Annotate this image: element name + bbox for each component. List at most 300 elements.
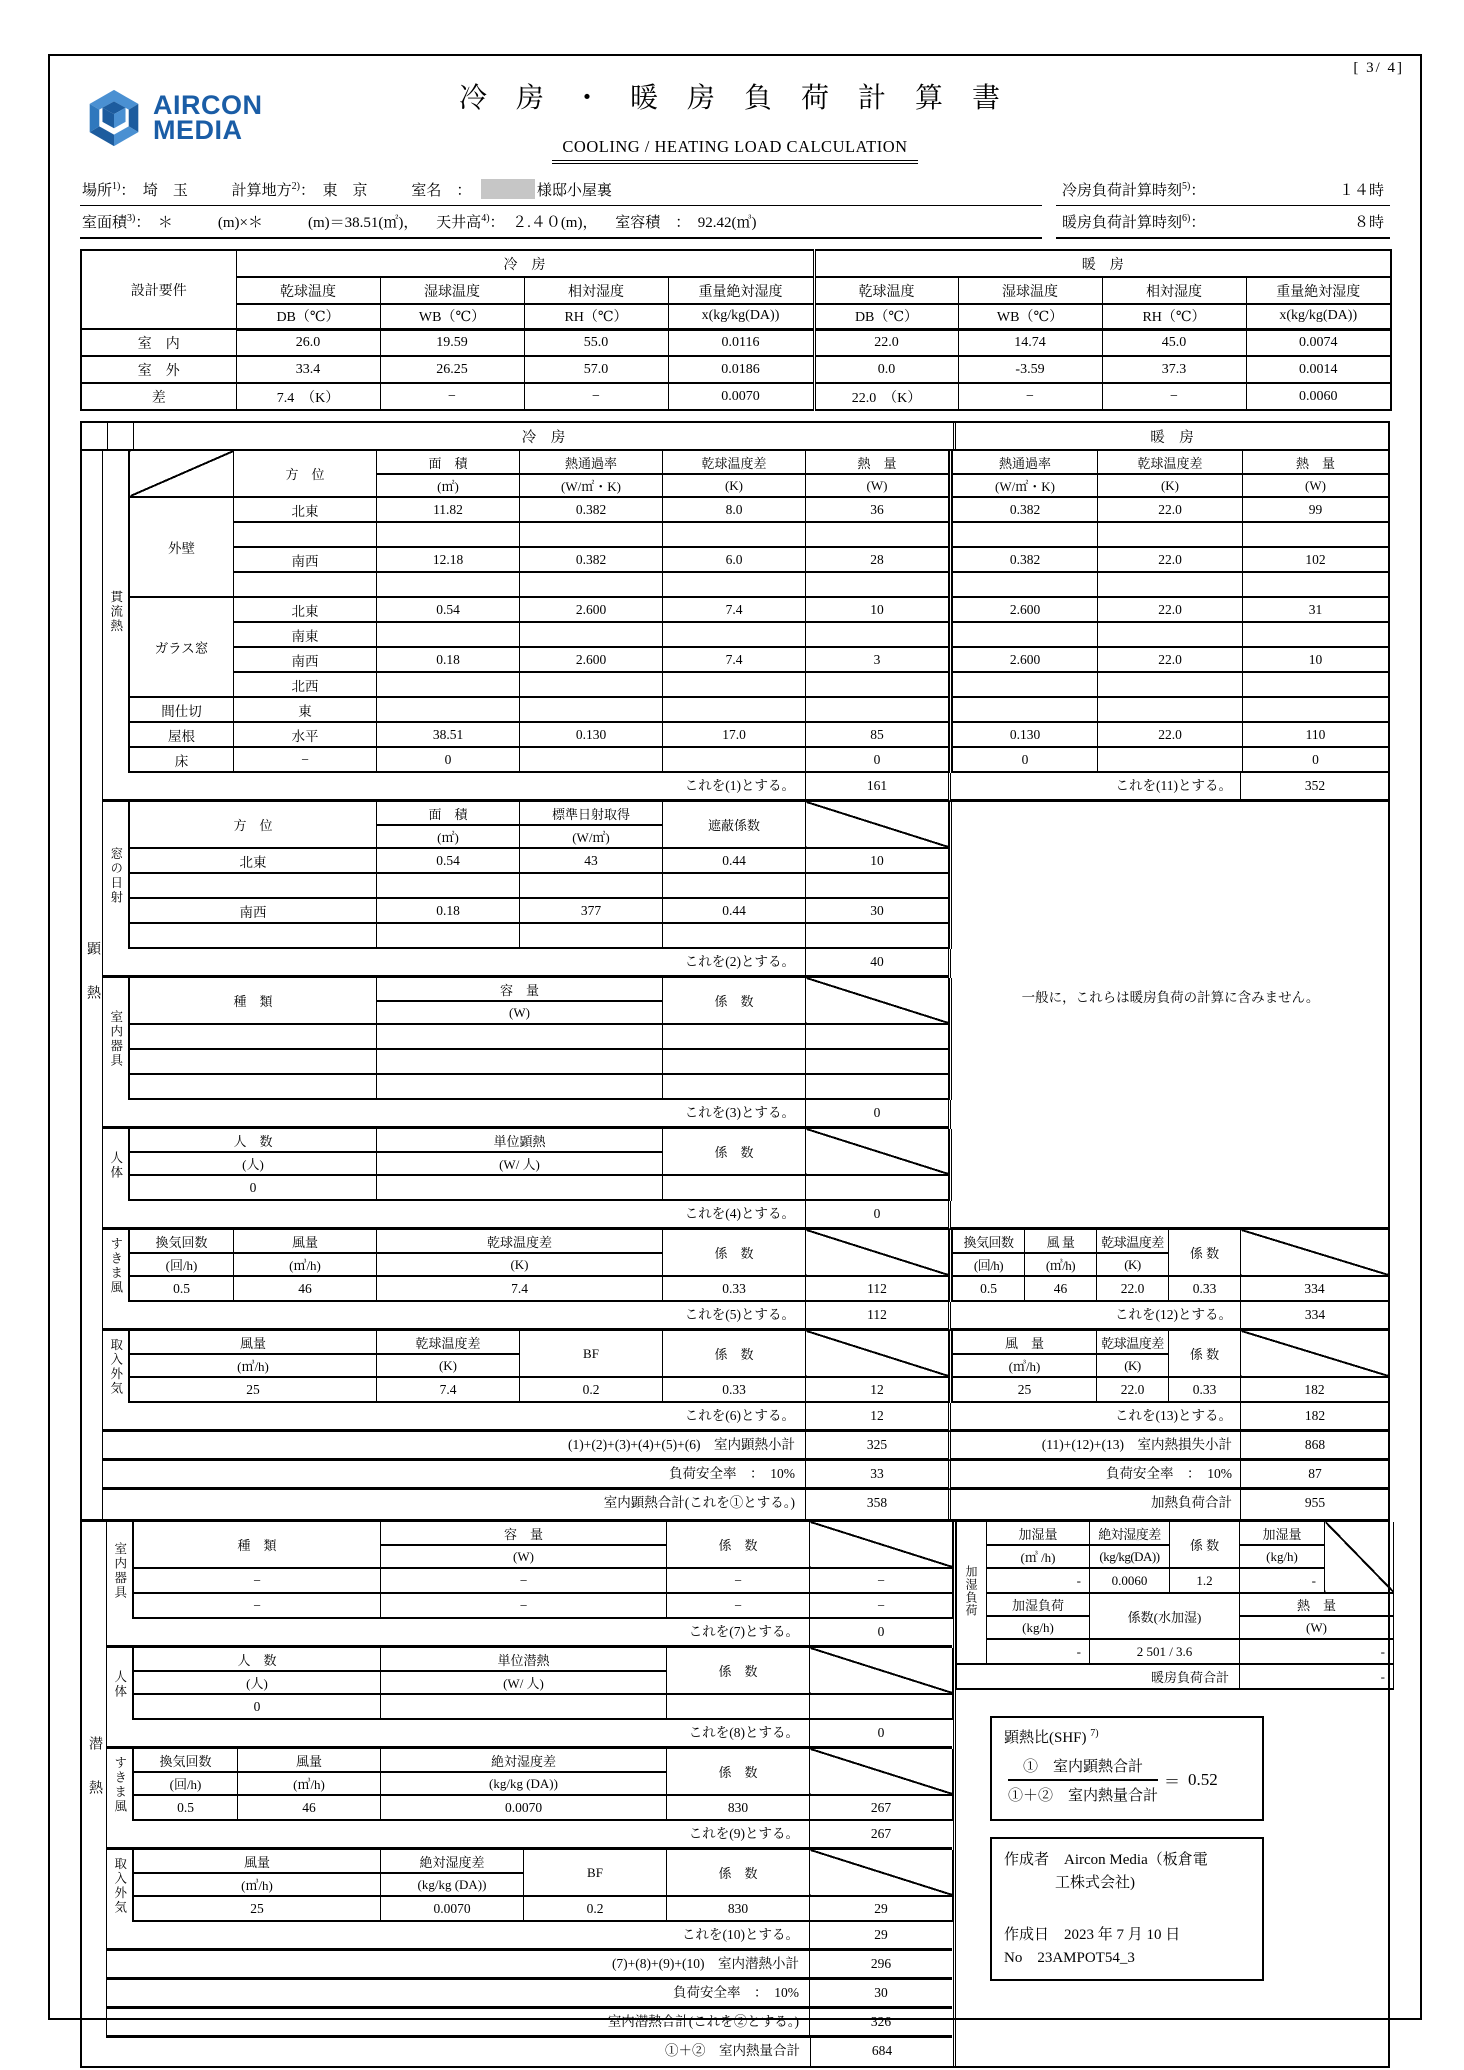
document-frame xyxy=(48,54,1422,2058)
value-cell: 112 xyxy=(806,1276,949,1301)
value-cell: 2 501 / 3.6 xyxy=(1090,1639,1240,1664)
sum-label: これを(7)とする。 xyxy=(688,1624,799,1639)
heating-time-label: 暖房負荷計算時刻$^{6)}$： xyxy=(1062,213,1206,231)
value-cell: 10 xyxy=(1243,647,1389,672)
outside-air-heating-table xyxy=(952,1331,1389,1403)
header-cell: 人 数 xyxy=(134,1648,381,1671)
unit-cell: (W/㎡・K) xyxy=(953,474,1098,497)
header-cell: 暖 房 xyxy=(814,250,1391,277)
occupants-sensible-band xyxy=(103,1129,1389,1201)
table-row xyxy=(130,1129,949,1152)
solar-gain-band xyxy=(103,802,1389,949)
value-cell: 110 xyxy=(1243,722,1389,747)
value-cell xyxy=(520,672,663,697)
unit-cell: (W) xyxy=(381,1545,667,1568)
value-cell: 0.33 xyxy=(663,1276,806,1301)
header-cell: 係 数 xyxy=(1169,1331,1241,1377)
value-cell: 0.382 xyxy=(953,547,1098,572)
value-cell: 0.5 xyxy=(130,1276,234,1301)
value-cell xyxy=(130,1024,377,1049)
value-cell: 0.0014 xyxy=(1246,356,1391,383)
header-cell: 相対湿度 xyxy=(524,277,668,304)
header-cell: 方 位 xyxy=(130,802,377,848)
value-cell xyxy=(130,923,377,948)
unit-cell: (K) xyxy=(377,1253,663,1276)
unit-cell: (W/㎡) xyxy=(520,825,663,848)
value-cell: 0.0074 xyxy=(1246,329,1391,356)
value-cell: - xyxy=(987,1639,1090,1664)
value-cell: 14.74 xyxy=(958,329,1102,356)
table-row xyxy=(953,572,1389,597)
section-label: 取入外気 xyxy=(107,1850,133,1922)
unit-cell: (K) xyxy=(1097,1253,1169,1276)
sensible-safety-row xyxy=(103,1461,1389,1490)
unit-cell: (kg/h) xyxy=(987,1616,1090,1639)
value-cell: 85 xyxy=(806,722,949,747)
value-cell xyxy=(663,1175,806,1200)
value-cell: 2.600 xyxy=(520,597,663,622)
header-cell: 面 積 xyxy=(377,802,520,825)
sum-value: 296 xyxy=(809,1951,952,1977)
value-cell: 0.33 xyxy=(1169,1377,1241,1402)
unit-cell: (回/h) xyxy=(130,1253,234,1276)
outside-air-sensible-band xyxy=(103,1331,1389,1403)
header-cell: 係 数 xyxy=(667,1522,810,1568)
value-cell xyxy=(663,672,806,697)
value-cell: − xyxy=(381,1568,667,1593)
value-cell xyxy=(234,572,377,597)
header-cell: 面 積 xyxy=(377,451,520,474)
value-cell: 46 xyxy=(238,1795,381,1820)
value-cell: 22.0 xyxy=(1098,547,1243,572)
value-cell xyxy=(667,1694,810,1719)
value-cell: 10 xyxy=(806,597,949,622)
header-cell: 乾球温度差 xyxy=(1097,1331,1169,1354)
place-field: 場所$^{1)}$： 埼 玉 xyxy=(82,181,188,199)
sum-label: (11)+(12)+(13) 室内熱損失小計 xyxy=(1041,1437,1232,1452)
table-row xyxy=(130,451,949,474)
header-cell: 絶対湿度差 xyxy=(381,1749,667,1772)
section-label: 人体 xyxy=(103,1129,129,1201)
unit-cell: (W/㎡・K) xyxy=(520,474,663,497)
table-row xyxy=(130,672,949,697)
header-cell: 係 数 xyxy=(667,1850,810,1896)
header-cell: 熱 量 xyxy=(806,451,949,474)
diagonal-cell xyxy=(810,1850,953,1896)
unit-cell: (回/h) xyxy=(953,1253,1025,1276)
value-cell: 22.0 （K） xyxy=(814,383,958,410)
value-cell xyxy=(953,697,1098,722)
sum-label: これを(12)とする。 xyxy=(1115,1307,1232,1322)
table-row xyxy=(953,474,1389,497)
heating-note-area xyxy=(949,802,1389,949)
diagonal-cell xyxy=(806,802,949,848)
value-cell: 0 xyxy=(130,1175,377,1200)
row-label-cell: 差 xyxy=(81,383,236,410)
transmission-sum-row xyxy=(103,773,1389,802)
grand-total-value: 684 xyxy=(810,2038,953,2066)
value-cell xyxy=(130,1074,377,1099)
table-row xyxy=(134,1795,953,1820)
value-cell xyxy=(377,873,520,898)
appliances-sensible-table xyxy=(129,978,949,1100)
value-cell: − xyxy=(667,1568,810,1593)
infiltration-latent-table xyxy=(133,1749,953,1821)
shf-title: 顕熱比(SHF) $^{7)}$ xyxy=(1004,1728,1099,1746)
table-row xyxy=(130,873,949,898)
sum-value: 182 xyxy=(1240,1403,1389,1429)
table-row xyxy=(953,697,1389,722)
diagonal-cell xyxy=(806,1331,949,1377)
value-cell: 0.0 xyxy=(814,356,958,383)
table-row xyxy=(130,622,949,647)
unit-cell: RH（℃） xyxy=(1102,304,1246,329)
redacted-name xyxy=(481,179,535,199)
value-cell xyxy=(1098,622,1243,647)
value-cell: 25 xyxy=(134,1896,381,1921)
value-cell xyxy=(806,1175,949,1200)
value-cell: 1.2 xyxy=(1170,1568,1240,1593)
unit-cell: (kg/kg (DA)) xyxy=(381,1873,524,1896)
table-row xyxy=(953,497,1389,522)
unit-cell: (kg/kg (DA)) xyxy=(381,1772,667,1795)
header-cell: 係 数 xyxy=(1169,1230,1241,1276)
value-cell: 0.0060 xyxy=(1090,1568,1170,1593)
value-cell: 北東 xyxy=(234,497,377,522)
sum-label: これを(4)とする。 xyxy=(684,1206,795,1221)
value-cell: -3.59 xyxy=(958,356,1102,383)
table-row xyxy=(953,722,1389,747)
value-cell xyxy=(806,697,949,722)
group-label-cell: ガラス窓 xyxy=(130,597,234,697)
value-cell: 7.4 xyxy=(663,647,806,672)
value-cell xyxy=(377,1024,663,1049)
title-block xyxy=(80,70,1390,161)
header-cell: 重量絶対湿度 xyxy=(668,277,814,304)
value-cell xyxy=(377,572,520,597)
value-cell xyxy=(377,522,520,547)
value-cell: 830 xyxy=(667,1896,810,1921)
sum-label: これを(10)とする。 xyxy=(682,1927,799,1942)
sum-label: 暖房負荷合計 xyxy=(957,1664,1240,1689)
table-row xyxy=(130,697,949,722)
value-cell xyxy=(806,572,949,597)
header-cell: 風量 xyxy=(130,1331,377,1354)
value-cell xyxy=(953,672,1098,697)
value-cell xyxy=(381,1694,667,1719)
shf-value: 0.52 xyxy=(1188,1770,1218,1789)
header-cell: 風量 xyxy=(134,1850,381,1873)
heating-latent-area xyxy=(953,1522,1394,2066)
header-cell: 乾球温度差 xyxy=(377,1331,520,1354)
sum-label: 負荷安全率 ： 10% xyxy=(669,1466,795,1481)
info-row-2-left xyxy=(80,208,1042,239)
value-cell: 0 xyxy=(134,1694,381,1719)
info-row-1 xyxy=(80,176,1390,206)
table-row xyxy=(81,356,1391,383)
unit-cell: WB（℃） xyxy=(380,304,524,329)
table-row xyxy=(130,898,949,923)
heating-note-area xyxy=(949,1129,1389,1201)
latent-total-row xyxy=(107,2009,953,2038)
sum-value: 29 xyxy=(809,1922,952,1948)
header-cell: 乾球温度差 xyxy=(377,1230,663,1253)
value-cell: 2.600 xyxy=(953,647,1098,672)
heating-section-header: 暖 房 xyxy=(953,423,1388,449)
header-cell: 湿球温度 xyxy=(380,277,524,304)
header-cell: 熱 量 xyxy=(1243,451,1389,474)
value-cell: 0.5 xyxy=(953,1276,1025,1301)
value-cell xyxy=(663,572,806,597)
cooling-calc-time-field xyxy=(1056,176,1390,206)
value-cell: 29 xyxy=(810,1896,953,1921)
value-cell: 26.25 xyxy=(380,356,524,383)
table-row xyxy=(81,329,1391,356)
shf-box xyxy=(990,1716,1264,1821)
unit-cell: (K) xyxy=(377,1354,520,1377)
sensible-heat-label: 顕熱 xyxy=(82,451,103,1519)
header-cell: 熱通過率 xyxy=(520,451,663,474)
sum-label: これを(2)とする。 xyxy=(684,954,795,969)
appliances-sensible-sum-row xyxy=(103,1100,1389,1129)
value-cell: 28 xyxy=(806,547,949,572)
header-cell: 単位潜熱 xyxy=(381,1648,667,1671)
value-cell: - xyxy=(987,1568,1090,1593)
value-cell: 0.2 xyxy=(524,1896,667,1921)
unit-cell: (K) xyxy=(663,474,806,497)
value-cell xyxy=(953,572,1098,597)
value-cell: 南西 xyxy=(234,647,377,672)
section-label: 貫流熱 xyxy=(103,451,129,773)
value-cell: 46 xyxy=(234,1276,377,1301)
header-cell: 容 量 xyxy=(377,978,663,1001)
table-row xyxy=(953,1377,1389,1402)
value-cell: 0.130 xyxy=(520,722,663,747)
value-cell: 30 xyxy=(806,898,949,923)
heating-calc-time-field xyxy=(1056,208,1390,239)
value-cell: − xyxy=(134,1568,381,1593)
sum-label: 負荷安全率 ： 10% xyxy=(673,1985,799,2000)
value-cell: 38.51 xyxy=(377,722,520,747)
value-cell xyxy=(806,622,949,647)
header-cell xyxy=(108,423,134,449)
table-row xyxy=(134,1850,953,1873)
author-box xyxy=(990,1837,1264,1981)
unit-cell: (㎥ /h) xyxy=(987,1545,1090,1568)
sum-label: (1)+(2)+(3)+(4)+(5)+(6) 室内顕熱小計 xyxy=(567,1437,795,1452)
unit-cell: (W) xyxy=(806,474,949,497)
value-cell: 0.33 xyxy=(1169,1276,1241,1301)
value-cell: 0.0186 xyxy=(668,356,814,383)
diagonal-cell xyxy=(810,1648,953,1694)
value-cell: 10 xyxy=(806,848,949,873)
occupants-latent-sum-row xyxy=(107,1720,953,1749)
sum-value: 112 xyxy=(805,1302,948,1328)
value-cell xyxy=(1243,622,1389,647)
value-cell: 0.44 xyxy=(663,898,806,923)
value-cell: 12 xyxy=(806,1377,949,1402)
sum-value: 267 xyxy=(809,1821,952,1847)
main-table-header xyxy=(82,423,1388,451)
latent-safety-row xyxy=(107,1980,953,2009)
table-row xyxy=(134,1593,953,1618)
value-cell: − xyxy=(810,1593,953,1618)
outside-air-sensible-sum-row xyxy=(103,1403,1389,1432)
header-cell: 絶対湿度差 xyxy=(1090,1522,1170,1545)
value-cell: − xyxy=(381,1593,667,1618)
value-cell: 7.4 （K） xyxy=(236,383,380,410)
sum-value: 0 xyxy=(809,1619,952,1645)
sum-value: 161 xyxy=(805,773,948,799)
value-cell xyxy=(377,697,520,722)
value-cell: 南西 xyxy=(234,547,377,572)
sum-label: (7)+(8)+(9)+(10) 室内潜熱小計 xyxy=(611,1956,799,1971)
appliances-sensible-band xyxy=(103,978,1389,1100)
value-cell: - xyxy=(1240,1568,1325,1593)
unit-cell: (K) xyxy=(1098,474,1243,497)
value-cell xyxy=(520,873,663,898)
heating-time-value: ８時 xyxy=(1353,215,1384,231)
value-cell: 43 xyxy=(520,848,663,873)
value-cell: 22.0 xyxy=(1097,1377,1169,1402)
company-logo xyxy=(82,86,263,150)
value-cell: 0.44 xyxy=(663,848,806,873)
header-cell: 風量 xyxy=(238,1749,381,1772)
value-cell: 0.382 xyxy=(520,547,663,572)
value-cell: 22.0 xyxy=(1098,647,1243,672)
unit-cell: (W) xyxy=(377,1001,663,1024)
equals-sign: ＝ xyxy=(1164,1773,1181,1791)
sum-value: 325 xyxy=(805,1432,948,1458)
author-line1: 作成者 Aircon Media（板倉電 xyxy=(1004,1852,1208,1868)
group-label-cell: 外壁 xyxy=(130,497,234,597)
unit-cell: (W/ 人) xyxy=(381,1671,667,1694)
sum-value: 40 xyxy=(805,949,948,975)
value-cell: 22.0 xyxy=(1098,722,1243,747)
value-cell: 0 xyxy=(1243,747,1389,772)
table-row xyxy=(130,802,949,825)
room-area-field: 室面積$^{3)}$： ＊ (m)×＊ (m)＝38.51(㎡)， xyxy=(82,213,419,231)
header-cell: 係 数 xyxy=(1170,1522,1240,1568)
value-cell: 0 xyxy=(953,747,1098,772)
sum-value: 0 xyxy=(805,1201,948,1227)
table-row xyxy=(953,647,1389,672)
section-label: 窓の日射 xyxy=(103,802,129,949)
table-row xyxy=(134,1522,953,1545)
table-row xyxy=(130,522,949,547)
transmission-cooling-table xyxy=(129,451,949,773)
sum-label: これを(5)とする。 xyxy=(684,1307,795,1322)
sum-value: 326 xyxy=(809,2009,952,2035)
table-row xyxy=(130,572,949,597)
shf-numerator: ① 室内顕熱合計 xyxy=(1008,1755,1158,1781)
header-cell: 係 数 xyxy=(663,1331,806,1377)
occupants-sensible-table xyxy=(129,1129,949,1201)
value-cell: 水平 xyxy=(234,722,377,747)
table-row xyxy=(134,1648,953,1671)
value-cell: 北東 xyxy=(234,597,377,622)
value-cell xyxy=(1243,672,1389,697)
transmission-heating-table xyxy=(952,451,1389,773)
table-row xyxy=(130,1331,949,1354)
document-number: No 23AMPOT54_3 xyxy=(1004,1949,1135,1966)
value-cell: − xyxy=(667,1593,810,1618)
header-cell: 係 数 xyxy=(663,1230,806,1276)
value-cell: 25 xyxy=(953,1377,1097,1402)
table-row xyxy=(130,1074,949,1099)
unit-cell: (㎥/h) xyxy=(1025,1253,1097,1276)
table-row xyxy=(130,747,949,772)
unit-cell: (㎥/h) xyxy=(134,1873,381,1896)
occupants-sensible-sum-row xyxy=(103,1201,1389,1230)
infiltration-latent-band xyxy=(107,1749,953,1821)
value-cell: − xyxy=(524,383,668,410)
unit-cell: WB（℃） xyxy=(958,304,1102,329)
document-title-jp: 冷 房 ・ 暖 房 負 荷 計 算 書 xyxy=(458,83,1011,114)
sum-label: これを(13)とする。 xyxy=(1115,1408,1232,1423)
value-cell xyxy=(377,1049,663,1074)
value-cell xyxy=(520,572,663,597)
value-cell xyxy=(806,522,949,547)
value-cell xyxy=(663,747,806,772)
header-cell: 換気回数 xyxy=(953,1230,1025,1253)
table-row xyxy=(953,522,1389,547)
value-cell: 0.0070 xyxy=(668,383,814,410)
unit-cell: (㎡) xyxy=(377,825,520,848)
table-row xyxy=(957,1639,1394,1664)
value-cell: 0.0116 xyxy=(668,329,814,356)
header-cell: 係 数 xyxy=(663,978,806,1024)
section-label: 加湿負荷 xyxy=(957,1522,987,1664)
solar-gain-sum-row xyxy=(103,949,1389,978)
value-cell: 22.0 xyxy=(814,329,958,356)
grand-total-row xyxy=(82,2038,953,2066)
header-cell: 種 類 xyxy=(134,1522,381,1568)
value-cell xyxy=(663,1049,806,1074)
unit-cell: (㎡) xyxy=(377,474,520,497)
aircon-media-logo-icon xyxy=(82,86,146,150)
table-row xyxy=(130,1024,949,1049)
latent-heat-label: 潜熱 xyxy=(82,1522,107,2038)
value-cell: 0.18 xyxy=(377,898,520,923)
diagonal-cell xyxy=(1325,1522,1394,1593)
unit-cell: (回/h) xyxy=(134,1772,238,1795)
header-cell: 湿球温度 xyxy=(958,277,1102,304)
unit-cell: (㎥/h) xyxy=(234,1253,377,1276)
logo-line2: MEDIA xyxy=(153,115,243,145)
value-cell: 7.4 xyxy=(663,597,806,622)
table-row xyxy=(130,978,949,1001)
group-label-cell: 間仕切 xyxy=(130,697,234,722)
value-cell xyxy=(806,923,949,948)
value-cell: 南西 xyxy=(130,898,377,923)
table-row xyxy=(953,672,1389,697)
header-cell: 重量絶対湿度 xyxy=(1246,277,1391,304)
header-cell: 容 量 xyxy=(381,1522,667,1545)
value-cell: 0.54 xyxy=(377,848,520,873)
value-cell: 3 xyxy=(806,647,949,672)
group-label-cell: 屋根 xyxy=(130,722,234,747)
section-label: すきま風 xyxy=(107,1749,133,1821)
value-cell xyxy=(520,697,663,722)
header-cell: BF xyxy=(520,1331,663,1377)
diagonal-cell xyxy=(806,978,949,1024)
created-date: 作成日 2023 年 7 月 10 日 xyxy=(1004,1927,1181,1943)
sum-label: これを(9)とする。 xyxy=(688,1826,799,1841)
sum-value: 955 xyxy=(1240,1490,1389,1519)
info-row-1-left xyxy=(80,176,1042,206)
value-cell: - xyxy=(1240,1639,1394,1664)
